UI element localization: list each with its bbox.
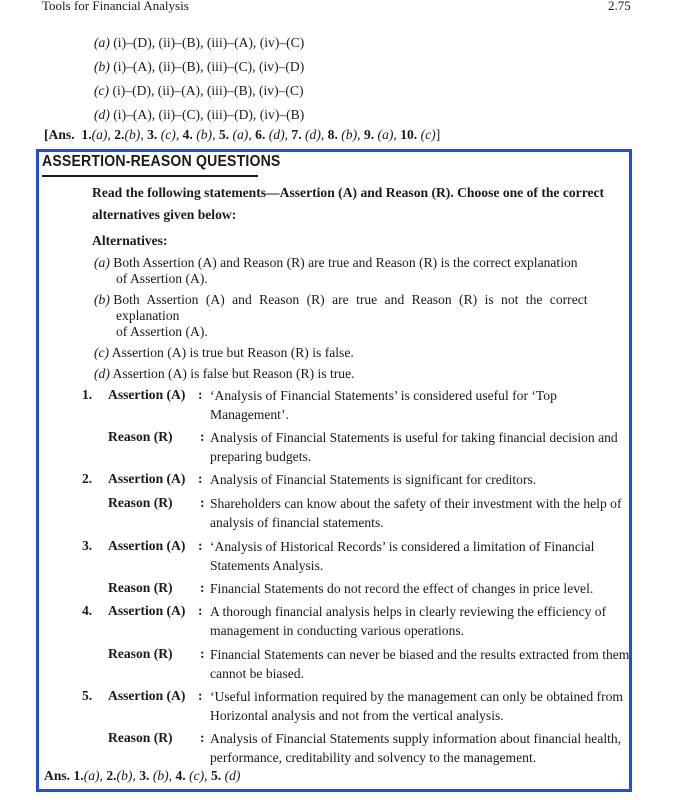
reason-text: Financial Statements do not record the effect of changes in price level.	[210, 581, 594, 596]
instructions-line-2: alternatives given below:	[92, 207, 237, 222]
alternative-a: (a) Both Assertion (A) and Reason (R) are true and Reason (R) is the correct explanation	[94, 255, 578, 270]
assertion-text: ‘Analysis of Historical Records’ is considered a limitation of Financial Statements Analysis.	[210, 539, 595, 573]
reason-text: Analysis of Financial Statements supply information about financial health, performance, creditability and solvency to the management.	[210, 731, 622, 765]
reason-text: Analysis of Financial Statements is useful for taking financial decision and preparing budgets.	[210, 430, 618, 464]
alternatives-heading: Alternatives:	[92, 233, 168, 248]
running-title: Tools for Financial Analysis	[42, 0, 189, 13]
mcq-option: (d) (i)–(A), (ii)–(C), (iii)–(D), (iv)–(B)	[94, 107, 305, 122]
answer-key-bottom: Ans. 1.(a), 2.(b), 3. (b), 4. (c), 5. (d)	[44, 768, 241, 783]
mcq-option: (a) (i)–(D), (ii)–(B), (iii)–(A), (iv)–(C)	[94, 35, 305, 50]
reason-text: Shareholders can know about the safety of their investment with the help of analysis of financial statements.	[210, 496, 622, 530]
alternative-b-cont-2: of Assertion (A).	[116, 324, 208, 339]
title-underline	[42, 175, 258, 177]
assertion-text: A thorough financial analysis helps in clearly reviewing the efficiency of management in conducting various operations.	[210, 604, 607, 638]
reason-label: Reason (R)	[108, 730, 173, 745]
reason-label: Reason (R)	[108, 495, 173, 510]
assertion-label: Assertion (A)	[108, 688, 186, 703]
reason-label: Reason (R)	[108, 646, 173, 661]
assertion-label: Assertion (A)	[108, 538, 186, 553]
reason-label: Reason (R)	[108, 580, 173, 595]
reason-text: Financial Statements can never be biased and the results extracted from them cannot be biased.	[210, 647, 630, 681]
alternative-a-cont: of Assertion (A).	[116, 271, 208, 286]
alternative-b-cont: explanation	[116, 308, 180, 323]
page-number: 2.75	[608, 0, 631, 13]
reason-label: Reason (R)	[108, 429, 173, 444]
assertion-label: Assertion (A)	[108, 387, 186, 402]
assertion-label: Assertion (A)	[108, 471, 186, 486]
assertion-text: Analysis of Financial Statements is significant for creditors.	[210, 472, 537, 487]
alternative-d: (d) Assertion (A) is false but Reason (R) is true.	[94, 366, 355, 381]
section-title: ASSERTION-REASON QUESTIONS	[42, 153, 281, 170]
instructions-line-1: Read the following statements—Assertion (A) and Reason (R). Choose one of the correct	[92, 185, 605, 200]
alternative-b: (b) Both Assertion (A) and Reason (R) are true and Reason (R) is not the correct	[94, 292, 588, 307]
mcq-option: (c) (i)–(D), (ii)–(A), (iii)–(B), (iv)–(C)	[94, 83, 304, 98]
answer-key-top: [Ans. 1.(a), 2.(b), 3. (c), 4. (b), 5. (a), 6. (d), 7. (d), 8. (b), 9. (a), 10. (c)]	[44, 127, 441, 142]
mcq-option: (b) (i)–(A), (ii)–(B), (iii)–(C), (iv)–(D)	[94, 59, 305, 74]
assertion-label: Assertion (A)	[108, 603, 186, 618]
alternative-c: (c) Assertion (A) is true but Reason (R) is false.	[94, 345, 354, 360]
assertion-text: ‘Analysis of Financial Statements’ is considered useful for ‘Top Management’.	[210, 388, 557, 422]
assertion-text: ‘Useful information required by the management can only be obtained from Horizontal analysis and not from the vertical analysis.	[210, 689, 623, 723]
page-header	[0, 0, 683, 16]
